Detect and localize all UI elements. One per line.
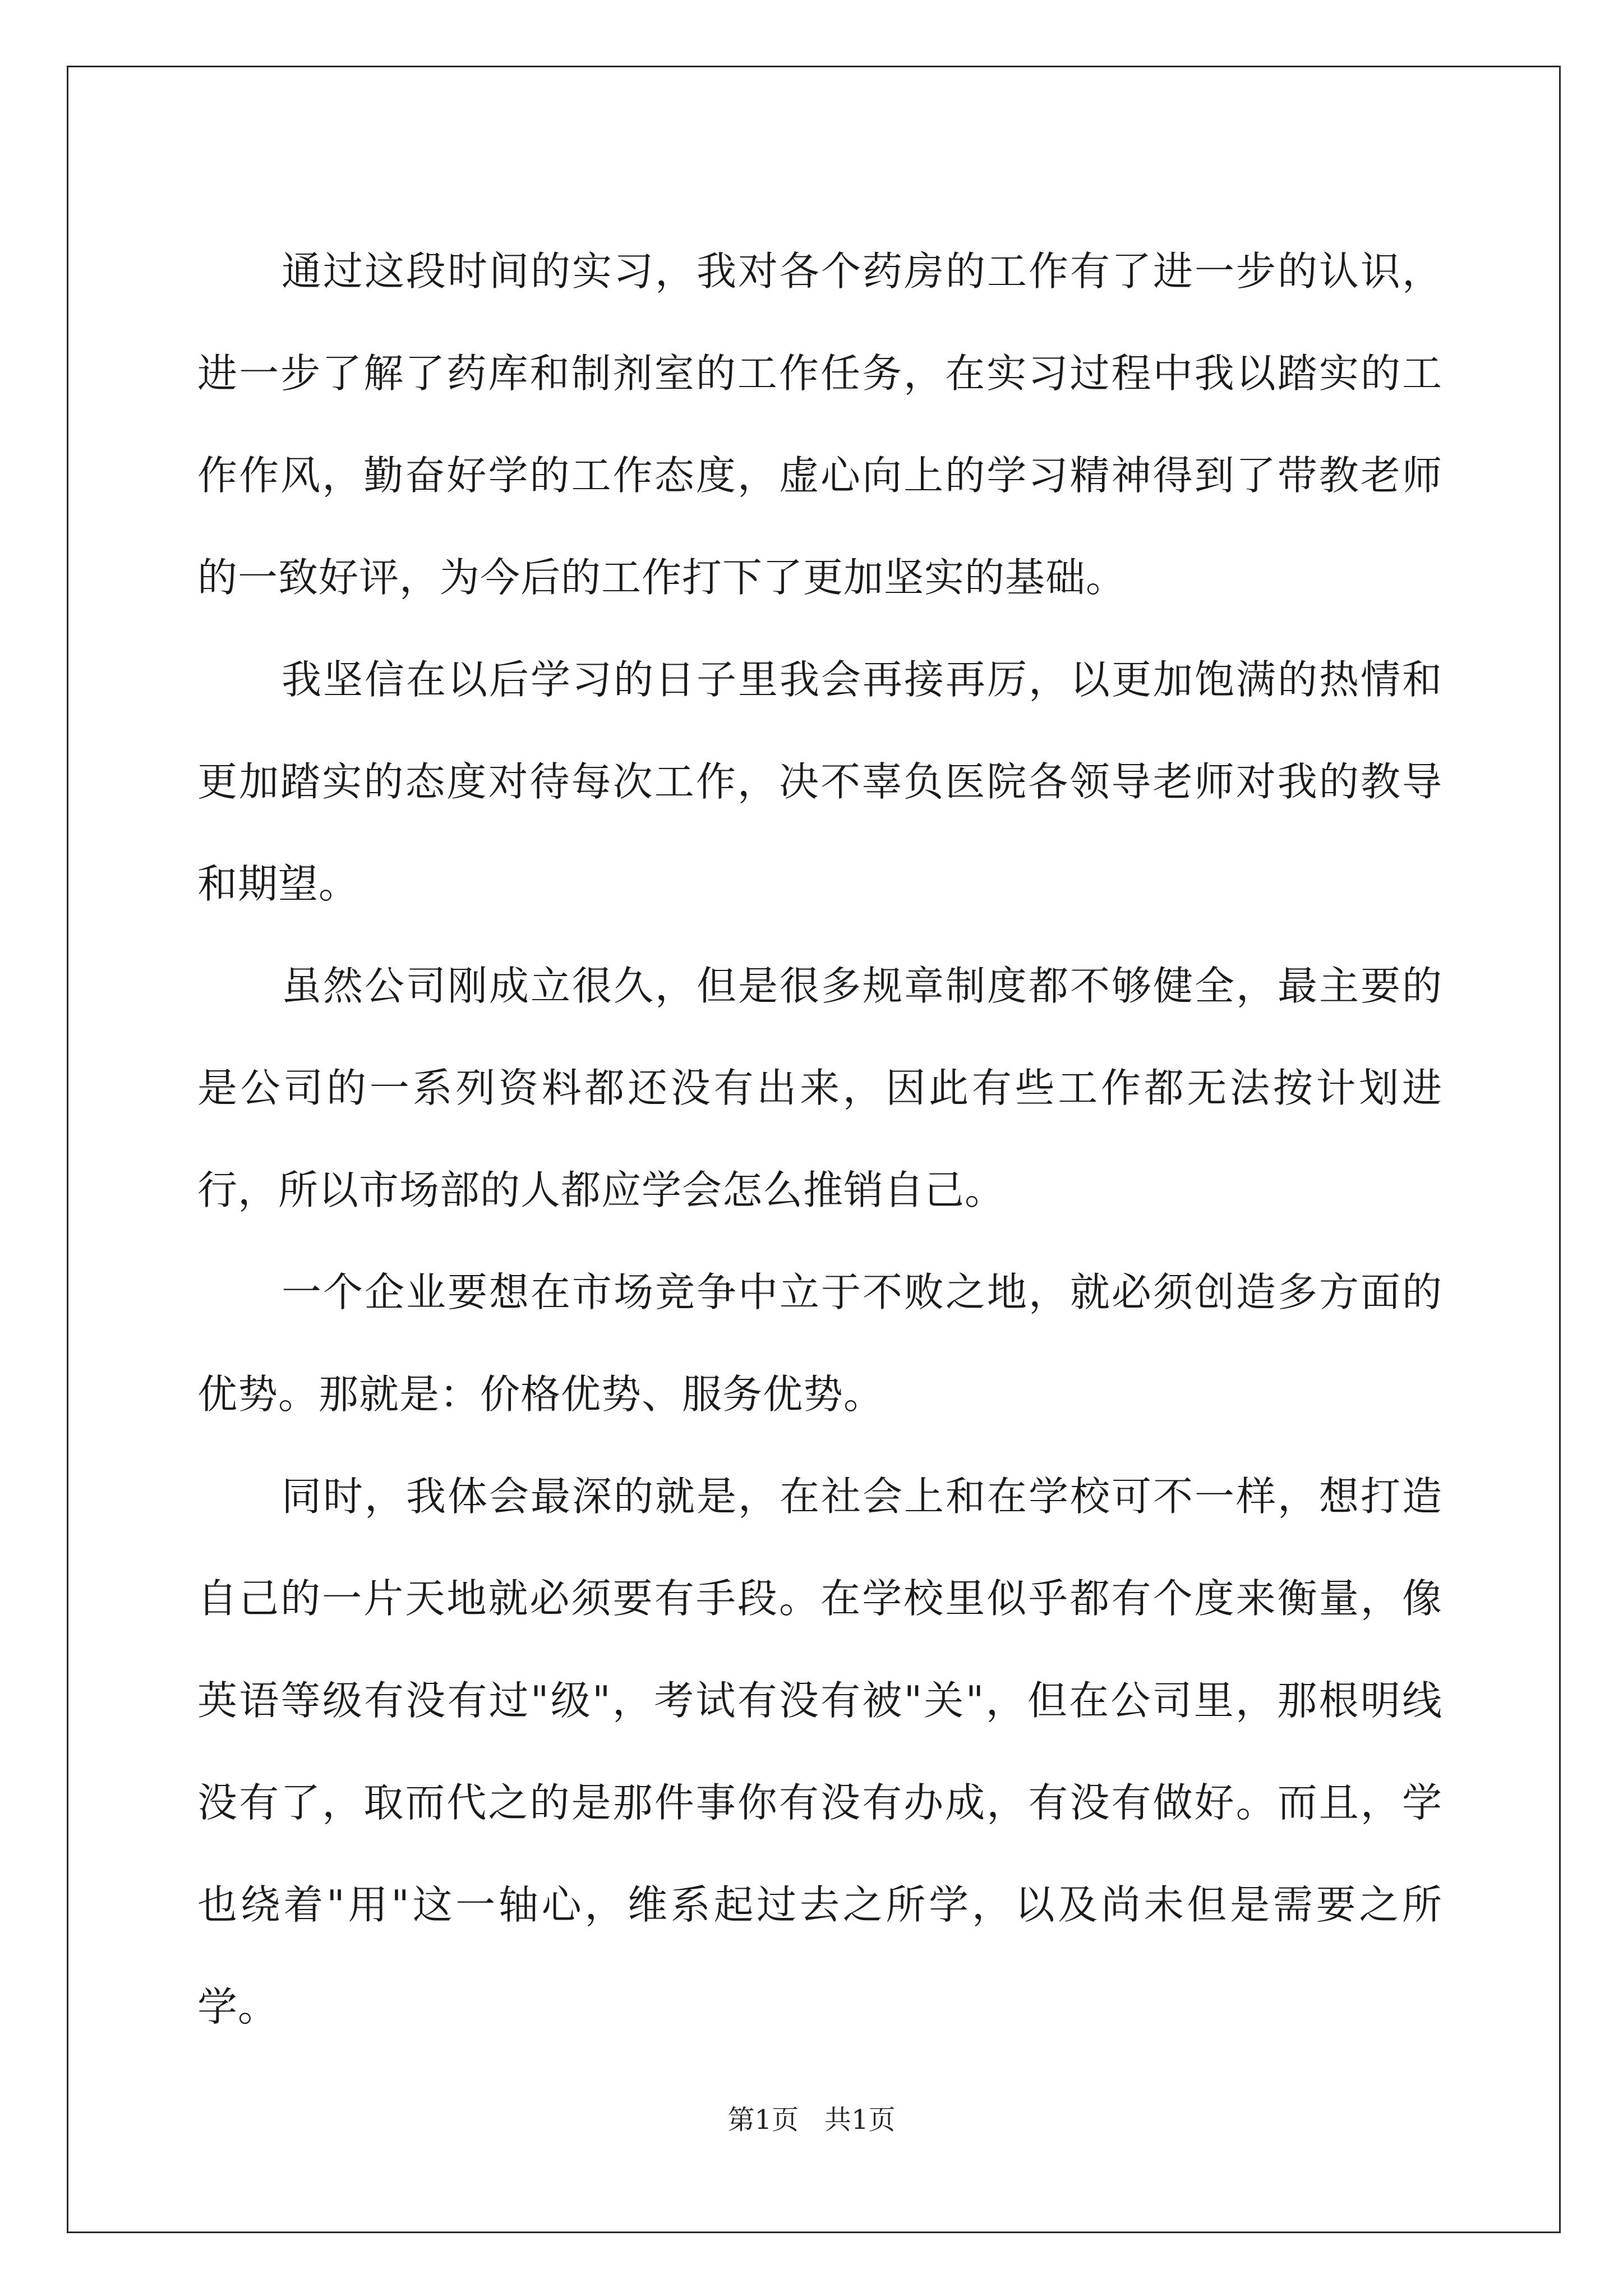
page-footer <box>0 2098 1623 2137</box>
paragraph-4: 一个企业要想在市场竞争中立于不败之地，就必须创造多方面的优势。那就是：价格优势、服务优势。 <box>197 1269 1442 1418</box>
page-number-total: 共1页 <box>824 2104 896 2136</box>
document-body <box>197 220 1442 2058</box>
paragraph-3: 虽然公司刚成立很久，但是很多规章制度都不够健全，最主要的是公司的一系列资料都还没有出来，因此有些工作都无法按计划进行，所以市场部的人都应学会怎么推销自己。 <box>197 963 1442 1213</box>
paragraph-5: 同时，我体会最深的就是，在社会上和在学校可不一样，想打造自己的一片天地就必须要有手段。在学校里似乎都有个度来衡量，像英语等级有没有过"级"，考试有没有被"关"，但在公司里，那根明线没有了，取而代之的是那件事你有没有办成，有没有做好。而且，学也绕着"用"这一轴心，维系起过去之所学，以及尚未但是需要之所学。 <box>197 1473 1442 2030</box>
paragraph-2: 我坚信在以后学习的日子里我会再接再厉，以更加饱满的热情和更加踏实的态度对待每次工作，决不辜负医院各领导老师对我的教导和期望。 <box>197 656 1442 907</box>
paragraph-1: 通过这段时间的实习，我对各个药房的工作有了进一步的认识，进一步了解了药库和制剂室的工作任务，在实习过程中我以踏实的工作作风，勤奋好学的工作态度，虚心向上的学习精神得到了带教老师的一致好评，为今后的工作打下了更加坚实的基础。 <box>197 248 1442 601</box>
page-number-current: 第1页 <box>727 2104 799 2136</box>
